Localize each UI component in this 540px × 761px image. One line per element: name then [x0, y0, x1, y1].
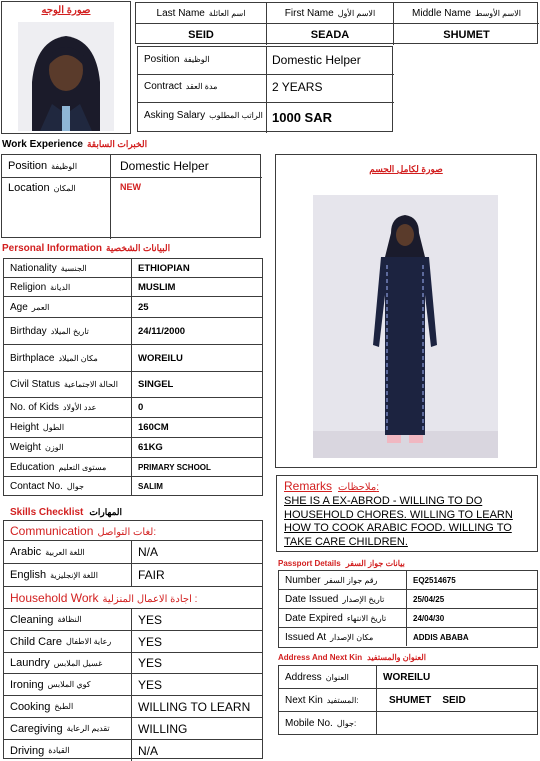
personal-row — [4, 458, 262, 477]
row-label: Height — [10, 422, 39, 433]
personal-row — [4, 259, 262, 278]
passport-title-ar: بيانات جواز السفر — [345, 559, 405, 568]
address-title-ar: العنوان والمستفيد — [367, 653, 426, 662]
household-row — [4, 653, 262, 674]
row-value: YES — [138, 634, 163, 649]
personal-info-title-ar: البيانات الشخصية — [106, 243, 171, 253]
row-value: ADDIS ABABA — [413, 632, 469, 642]
passport-row — [279, 571, 537, 590]
row-label-cell — [4, 438, 132, 457]
row-label: Cooking — [10, 700, 51, 713]
row-label: Date Expired — [285, 612, 343, 624]
row-label: Contact No. — [10, 480, 63, 492]
passport-title — [278, 559, 405, 568]
row-label: No. of Kids — [10, 402, 59, 413]
first-name-value: SEADA — [310, 29, 350, 41]
address-value: WOREILU — [383, 671, 431, 683]
row-label-cell — [4, 674, 132, 695]
row-label-ar: العمر — [31, 302, 50, 312]
row-label-ar: الطول — [42, 423, 65, 432]
face-photo — [18, 22, 114, 131]
personal-row — [4, 372, 262, 398]
row-label: Driving — [10, 744, 45, 757]
row-label: Caregiving — [10, 722, 63, 735]
we-location-value: NEW — [120, 182, 141, 192]
last-name-value: SEID — [188, 29, 214, 41]
communication-header-ar: لغات التواصل: — [97, 526, 157, 538]
row-label: Education — [10, 461, 55, 473]
skills-table — [3, 520, 263, 759]
work-experience-table — [1, 154, 261, 238]
row-label-ar: اللغة العربية — [45, 547, 85, 557]
row-value: YES — [138, 656, 163, 670]
language-row — [4, 564, 262, 587]
address-ar: العنوان — [325, 672, 349, 682]
remarks-label-text: Remarks — [284, 479, 333, 493]
salary-ar: الراتب المطلوب — [209, 111, 263, 120]
face-photo-label: صورة الوجه — [41, 5, 91, 16]
row-label: Child Care — [10, 635, 62, 648]
passport-row — [279, 590, 537, 609]
row-label-ar: الحالة الاجتماعية — [64, 380, 118, 389]
row-label-ar: تقديم الرعاية — [66, 724, 110, 733]
row-label-ar: غسيل الملابس — [53, 658, 103, 668]
first-name-ar: الاسم الأول — [337, 9, 376, 18]
row-value: ETHIOPIAN — [138, 262, 190, 274]
address-title — [278, 653, 426, 662]
personal-row — [4, 438, 262, 458]
row-label-cell — [4, 259, 132, 277]
contract-value: 2 YEARS — [272, 80, 323, 94]
passport-row — [279, 628, 537, 646]
salary-label: Asking Salary — [144, 110, 206, 121]
row-value: SINGEL — [138, 379, 174, 390]
communication-header-text: Communication — [10, 523, 94, 538]
row-label-cell — [4, 398, 132, 417]
language-row — [4, 541, 262, 564]
skills-title-ar: المهارات — [89, 507, 123, 517]
household-row — [4, 718, 262, 740]
row-label: English — [10, 569, 47, 581]
personal-row — [4, 278, 262, 297]
communication-header-label — [4, 524, 156, 538]
row-label-ar: عدد الأولاد — [62, 403, 97, 412]
next-kin-value: SHUMET SEID — [389, 694, 466, 706]
row-label-ar: النظافة — [57, 615, 82, 624]
row-label-ar: رعاية الاطفال — [65, 637, 112, 646]
remarks-box — [276, 475, 538, 552]
last-name-ar: اسم العائلة — [208, 9, 246, 18]
row-value: 0 — [138, 402, 144, 413]
personal-info-title — [2, 243, 170, 254]
skills-title — [10, 507, 122, 518]
position-value: Domestic Helper — [272, 53, 361, 67]
we-position-value: Domestic Helper — [120, 159, 209, 173]
row-value: WOREILU — [138, 352, 183, 364]
personal-row — [4, 297, 262, 318]
first-name-label: First Name — [284, 8, 334, 19]
row-label-cell — [4, 297, 132, 317]
work-experience-title — [2, 139, 147, 150]
contract-ar: مدة العقد — [185, 82, 218, 91]
mobile-label: Mobile No. — [285, 717, 333, 729]
row-label: Number — [285, 574, 321, 586]
row-label-ar: القيادة — [48, 746, 70, 755]
address-title-text: Address And Next Kin — [278, 653, 363, 662]
row-value: FAIR — [138, 568, 165, 582]
work-experience-title-ar: الخبرات السابقة — [86, 139, 148, 149]
row-value: WILLING — [138, 721, 188, 736]
row-label-cell — [4, 631, 132, 652]
household-row — [4, 609, 262, 631]
household-header-text: Household Work — [10, 590, 99, 605]
row-label-cell — [4, 564, 132, 586]
personal-row — [4, 418, 262, 438]
row-label-ar: مستوى التعليم — [58, 462, 107, 472]
row-label: Cleaning — [10, 613, 54, 626]
full-body-photo — [313, 195, 498, 458]
row-label-cell — [4, 609, 132, 630]
row-label-cell — [4, 418, 132, 437]
row-label-cell — [4, 541, 132, 563]
middle-name-ar: الاسم الأوسط — [474, 9, 521, 18]
row-value: SALIM — [138, 481, 163, 491]
household-header-ar: اجادة الاعمال المنزلية : — [102, 593, 198, 605]
row-value: YES — [138, 612, 163, 627]
row-value: 24/11/2000 — [138, 325, 186, 337]
row-label-ar: رقم جواز السفر — [324, 575, 378, 585]
row-label: Age — [10, 301, 28, 313]
personal-row — [4, 477, 262, 495]
row-label-ar: مكان الإصدار — [330, 632, 374, 642]
row-value: MUSLIM — [138, 281, 176, 293]
row-label-cell — [4, 372, 132, 397]
household-header — [4, 587, 262, 609]
household-header-label — [4, 591, 197, 605]
row-label-ar: الطبخ — [54, 702, 74, 711]
row-value: 25 — [138, 301, 149, 313]
personal-row — [4, 398, 262, 418]
row-value: N/A — [138, 743, 159, 758]
name-table — [135, 2, 538, 44]
personal-info-title-text: Personal Information — [2, 243, 103, 254]
row-label-cell — [4, 318, 132, 344]
row-label-cell — [279, 590, 407, 608]
middle-name-label: Middle Name — [412, 8, 471, 19]
middle-name-value: SHUMET — [443, 29, 490, 41]
row-value: 25/04/25 — [413, 594, 445, 604]
household-row — [4, 740, 262, 761]
personal-info-table — [3, 258, 263, 496]
row-label-ar: كوي الملابس — [47, 680, 91, 689]
row-label: Nationality — [10, 262, 57, 274]
row-value: YES — [138, 677, 163, 692]
row-label-cell — [4, 477, 132, 495]
row-label-cell — [4, 718, 132, 739]
row-label: Religion — [10, 281, 47, 293]
full-photo-label: صورة لكامل الجسم — [369, 164, 443, 174]
row-label: Laundry — [10, 657, 50, 669]
row-label: Birthplace — [10, 352, 55, 364]
next-kin-ar: المستفيد: — [326, 695, 359, 705]
row-label-ar: تاريخ الإصدار — [342, 594, 385, 604]
we-location-ar: المكان — [53, 184, 76, 193]
row-label-cell — [279, 609, 407, 627]
row-value: EQ2514675 — [413, 575, 456, 585]
work-experience-title-text: Work Experience — [2, 139, 83, 150]
last-name-label: Last Name — [156, 8, 205, 19]
row-label: Civil Status — [10, 379, 61, 390]
position-ar: الوظيفة — [183, 55, 210, 64]
row-value: PRIMARY SCHOOL — [138, 462, 211, 472]
row-value: 61KG — [138, 442, 163, 453]
we-location-label: Location — [8, 182, 50, 194]
row-value: WILLING TO LEARN — [138, 699, 251, 714]
communication-header — [4, 521, 262, 541]
row-label-cell — [4, 278, 132, 296]
row-label-ar: مكان الميلاد — [58, 353, 98, 363]
row-label-ar: الجنسية — [60, 263, 87, 273]
passport-title-text: Passport Details — [278, 559, 341, 568]
row-value: 160CM — [138, 422, 169, 433]
mobile-ar: جوال: — [336, 718, 357, 728]
household-row — [4, 674, 262, 696]
we-position-label: Position — [8, 160, 48, 172]
passport-row — [279, 609, 537, 628]
remarks-text: SHE IS A EX-ABROD - WILLING TO DO HOUSEHOLD CHORES. WILLING TO LEARN HOW TO COOK ARABIC FOOD. WILLING TO TAKE CARE CHILDREN. — [284, 495, 513, 548]
row-label-cell — [4, 696, 132, 717]
row-label-cell — [279, 571, 407, 589]
row-label: Date Issued — [285, 593, 339, 605]
row-label-ar: اللغة الإنجليزية — [50, 570, 98, 580]
we-position-ar: الوظيفة — [51, 162, 78, 171]
address-table — [278, 665, 538, 735]
row-label-ar: الوزن — [44, 443, 64, 452]
row-label: Issued At — [285, 631, 327, 643]
passport-table — [278, 570, 538, 648]
address-label: Address — [285, 671, 322, 683]
row-label-ar: جوال — [66, 481, 84, 491]
next-kin-label: Next Kin — [285, 694, 323, 706]
skills-title-text: Skills Checklist — [10, 507, 84, 518]
household-row — [4, 631, 262, 653]
remarks-label — [284, 479, 379, 493]
row-label-cell — [4, 653, 132, 673]
position-label: Position — [144, 54, 180, 65]
row-label-ar: الديانة — [50, 282, 71, 292]
personal-row — [4, 345, 262, 372]
contract-label: Contract — [144, 81, 182, 92]
personal-row — [4, 318, 262, 345]
remarks-label-ar: ملاحظات: — [338, 482, 379, 493]
row-label: Ironing — [10, 678, 44, 691]
row-label-ar: تاريخ الانتهاء — [346, 613, 387, 623]
row-label-cell — [4, 740, 132, 761]
household-row — [4, 696, 262, 718]
row-value: N/A — [138, 545, 159, 559]
row-label: Arabic — [10, 546, 42, 558]
job-table — [137, 46, 393, 132]
row-label-cell — [4, 458, 132, 476]
row-value: 24/04/30 — [413, 613, 445, 623]
row-label-cell — [279, 628, 407, 646]
row-label: Birthday — [10, 325, 47, 337]
row-label-cell — [4, 345, 132, 371]
row-label: Weight — [10, 442, 41, 453]
row-label-ar: تاريخ الميلاد — [50, 326, 89, 336]
salary-value: 1000 SAR — [272, 110, 332, 125]
